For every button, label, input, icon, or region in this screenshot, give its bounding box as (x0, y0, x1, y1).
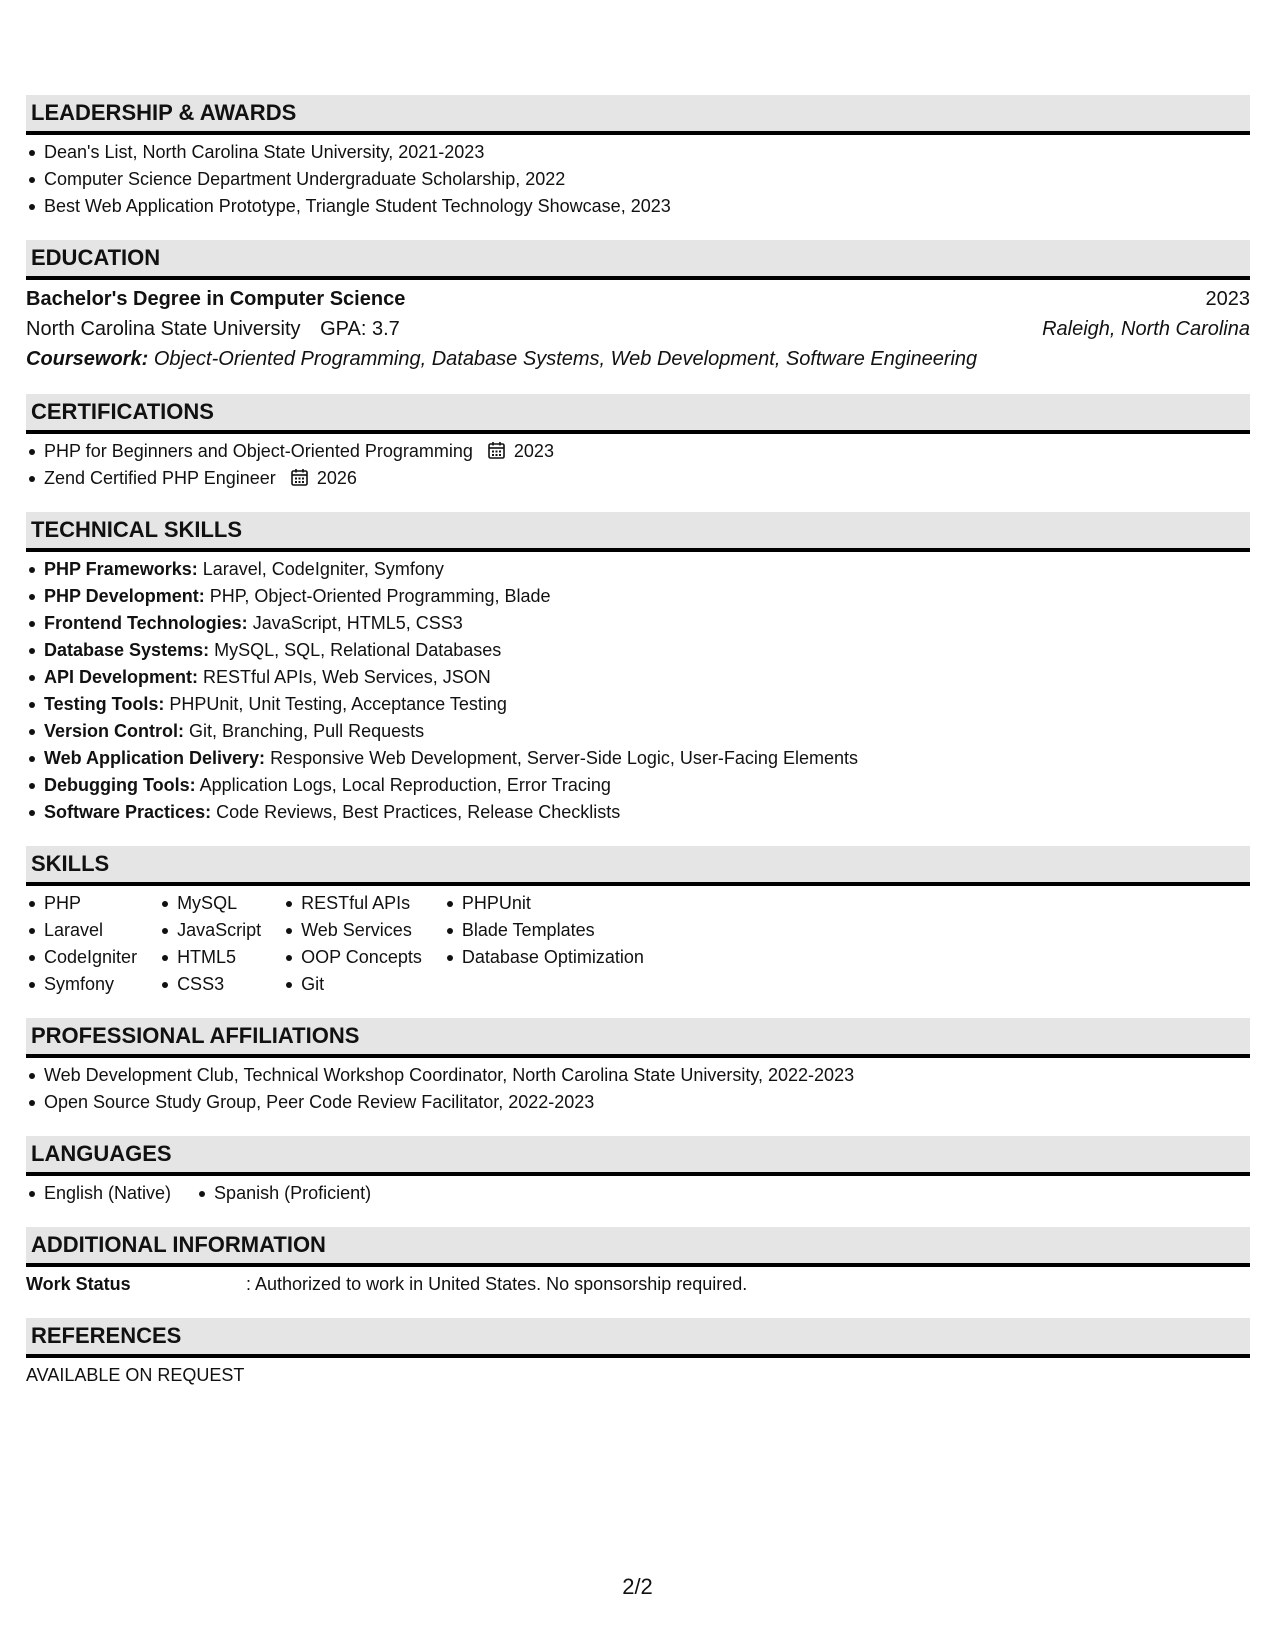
list-item: JavaScript (159, 917, 261, 944)
school-name: North Carolina State University (26, 318, 301, 340)
list-item (26, 465, 1250, 492)
skill-value: PHP, Object-Oriented Programming, Blade (209, 586, 551, 606)
list-item: Database Optimization (444, 944, 644, 971)
school-location: Raleigh, North Carolina (1042, 318, 1250, 340)
section-heading: LANGUAGES (26, 1136, 1250, 1176)
list-item: Open Source Study Group, Peer Code Review Facilitator, 2022-2023 (26, 1089, 1250, 1116)
skill-label: PHP Frameworks: (44, 559, 198, 579)
list-item: Best Web Application Prototype, Triangle Student Technology Showcase, 2023 (26, 193, 1250, 220)
skill-value: Code Reviews, Best Practices, Release Checklists (216, 802, 621, 822)
section-heading: LEADERSHIP & AWARDS (26, 95, 1250, 135)
list-item: OOP Concepts (283, 944, 422, 971)
list-item: Git (283, 971, 422, 998)
coursework-label: Coursework: (26, 348, 149, 370)
list-item: Web Services (283, 917, 422, 944)
languages-list (26, 1180, 1250, 1207)
affiliations-list (26, 1062, 1250, 1116)
skills-column (26, 890, 137, 998)
skill-label: PHP Development: (44, 586, 205, 606)
list-item: Spanish (Proficient) (196, 1180, 371, 1207)
list-item: Web Development Club, Technical Workshop Coordinator, North Carolina State University, 2022-2023 (26, 1062, 1250, 1089)
skill-label: API Development: (44, 667, 199, 687)
skill-label: Database Systems: (44, 640, 210, 660)
references-section (26, 1318, 1250, 1389)
skills-column (283, 890, 422, 998)
skill-label: Debugging Tools: (44, 775, 196, 795)
list-item (26, 691, 1250, 718)
list-item (26, 583, 1250, 610)
skill-value: RESTful APIs, Web Services, JSON (203, 667, 491, 687)
list-item: PHP (26, 890, 137, 917)
skills-section (26, 846, 1250, 998)
list-item (26, 664, 1250, 691)
coursework-list: Object-Oriented Programming, Database Systems, Web Development, Software Engineering (153, 348, 978, 370)
list-item (26, 745, 1250, 772)
section-heading: CERTIFICATIONS (26, 394, 1250, 434)
technical-skills-section (26, 512, 1250, 826)
skill-label: Testing Tools: (44, 694, 165, 714)
gpa: GPA: 3.7 (320, 318, 400, 340)
skill-label: Web Application Delivery: (44, 748, 266, 768)
certification-year: 2023 (513, 441, 554, 461)
skill-value: Application Logs, Local Reproduction, Error Tracing (199, 775, 611, 795)
section-heading: SKILLS (26, 846, 1250, 886)
page-number: 2/2 (622, 1574, 653, 1599)
list-item: Symfony (26, 971, 137, 998)
additional-info-section (26, 1227, 1250, 1298)
technical-skills-list (26, 556, 1250, 826)
certification-name: Zend Certified PHP Engineer (44, 468, 276, 488)
certifications-list (26, 438, 1250, 492)
skill-value: PHPUnit, Unit Testing, Acceptance Testing (169, 694, 507, 714)
references-text: AVAILABLE ON REQUEST (26, 1365, 245, 1385)
skill-value: MySQL, SQL, Relational Databases (214, 640, 502, 660)
list-item: CodeIgniter (26, 944, 137, 971)
list-item: Laravel (26, 917, 137, 944)
certification-year: 2026 (316, 468, 357, 488)
list-item (26, 438, 1250, 465)
skills-columns (26, 890, 1250, 998)
leadership-section (26, 95, 1250, 220)
graduation-year: 2023 (1205, 288, 1250, 310)
list-item: RESTful APIs (283, 890, 422, 917)
list-item (26, 637, 1250, 664)
leadership-list (26, 139, 1250, 220)
degree-title: Bachelor's Degree in Computer Science (26, 288, 406, 310)
work-status-label: Work Status (26, 1274, 131, 1294)
section-heading: TECHNICAL SKILLS (26, 512, 1250, 552)
resume-page (26, 95, 1250, 1409)
section-heading: EDUCATION (26, 240, 1250, 280)
list-item: MySQL (159, 890, 261, 917)
education-entry (26, 284, 1250, 374)
list-item (26, 772, 1250, 799)
skill-value: Laravel, CodeIgniter, Symfony (202, 559, 444, 579)
list-item: Computer Science Department Undergraduate Scholarship, 2022 (26, 166, 1250, 193)
certifications-section (26, 394, 1250, 492)
list-item: HTML5 (159, 944, 261, 971)
list-item (26, 799, 1250, 826)
list-item: Blade Templates (444, 917, 644, 944)
certification-name: PHP for Beginners and Object-Oriented Programming (44, 441, 473, 461)
coursework (26, 344, 1250, 374)
section-heading: REFERENCES (26, 1318, 1250, 1358)
languages-section (26, 1136, 1250, 1207)
education-section (26, 240, 1250, 374)
section-heading: ADDITIONAL INFORMATION (26, 1227, 1250, 1267)
calendar-icon (291, 468, 308, 486)
list-item (26, 556, 1250, 583)
skill-label: Version Control: (44, 721, 185, 741)
skills-column (159, 890, 261, 998)
skill-label: Software Practices: (44, 802, 212, 822)
section-heading: PROFESSIONAL AFFILIATIONS (26, 1018, 1250, 1058)
skill-label: Frontend Technologies: (44, 613, 248, 633)
affiliations-section (26, 1018, 1250, 1116)
calendar-icon (488, 441, 505, 459)
skill-value: JavaScript, HTML5, CSS3 (252, 613, 463, 633)
list-item: PHPUnit (444, 890, 644, 917)
work-status-row (26, 1271, 1250, 1298)
skills-column (444, 890, 644, 998)
list-item: English (Native) (26, 1180, 171, 1207)
list-item: Dean's List, North Carolina State University, 2021-2023 (26, 139, 1250, 166)
work-status-value: : Authorized to work in United States. No sponsorship required. (246, 1274, 748, 1294)
list-item: CSS3 (159, 971, 261, 998)
list-item (26, 718, 1250, 745)
skill-value: Git, Branching, Pull Requests (189, 721, 425, 741)
skill-value: Responsive Web Development, Server-Side Logic, User-Facing Elements (270, 748, 858, 768)
list-item (26, 610, 1250, 637)
